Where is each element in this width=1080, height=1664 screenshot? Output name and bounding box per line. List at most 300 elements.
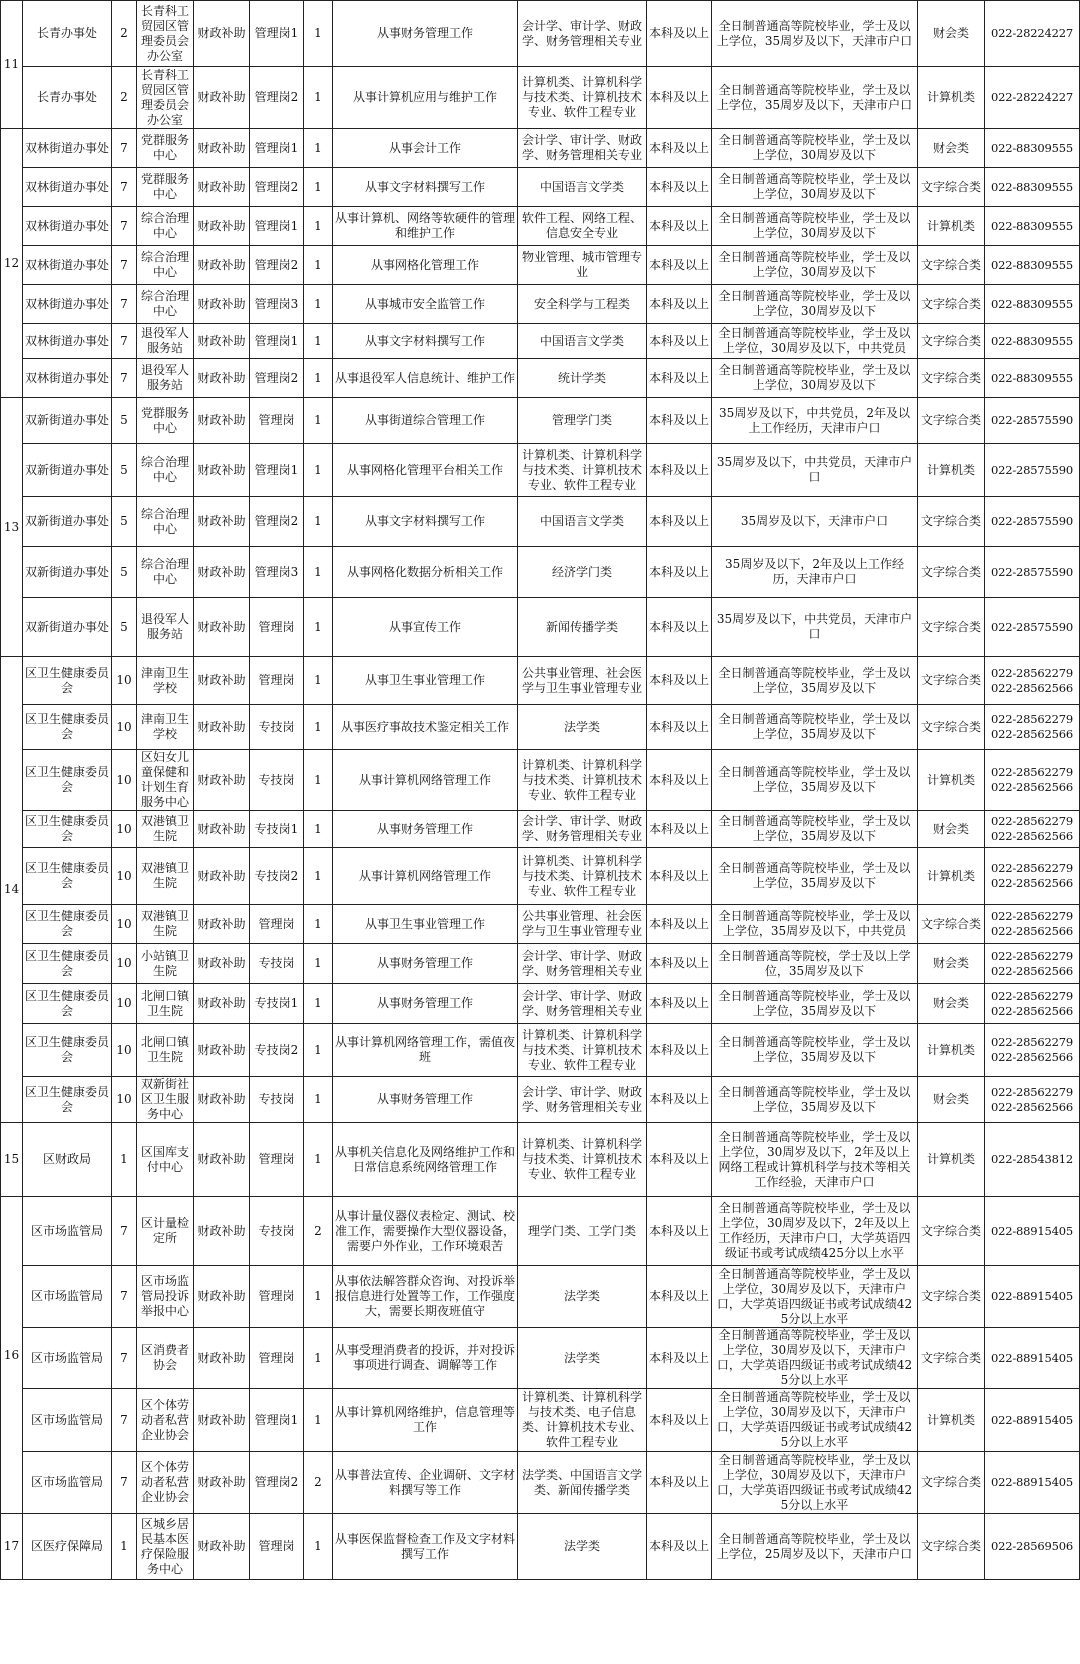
cell-dept: 区市场监管局 bbox=[23, 1452, 112, 1514]
cell-edu: 本科及以上 bbox=[647, 1, 712, 67]
cell-duty: 从事计算机网络管理工作 bbox=[333, 750, 518, 811]
cell-exam: 文字综合类 bbox=[918, 1452, 985, 1514]
cell-exam: 计算机类 bbox=[918, 1123, 985, 1197]
cell-edu: 本科及以上 bbox=[647, 207, 712, 246]
cell-major: 会计学、审计学、财政学、财务管理相关专业 bbox=[518, 984, 647, 1024]
table-body bbox=[1, 1, 1080, 1580]
cell-other: 全日制普通高等院校，学士及以上学位，35周岁及以下 bbox=[712, 944, 918, 984]
cell-edu: 本科及以上 bbox=[647, 750, 712, 811]
cell-other: 全日制普通高等院校毕业，学士及以上学位，25周岁及以下，天津市户口 bbox=[712, 1514, 918, 1580]
cell-fund: 财政补助 bbox=[194, 1389, 250, 1452]
cell-other: 35周岁及以下，中共党员，天津市户口 bbox=[712, 444, 918, 497]
cell-post: 管理岗2 bbox=[250, 497, 304, 547]
cell-tel: 022-28224227 bbox=[985, 67, 1080, 129]
cell-unit: 综合治理中心 bbox=[137, 444, 194, 497]
cell-edu: 本科及以上 bbox=[647, 398, 712, 444]
cell-other: 全日制普通高等院校毕业，学士及以上学位，30周岁及以下，天津市户口，大学英语四级证书或考试成绩425分以上水平 bbox=[712, 1328, 918, 1389]
table-row bbox=[1, 444, 1080, 497]
cell-total: 7 bbox=[112, 359, 137, 398]
cell-post: 管理岗 bbox=[250, 1266, 304, 1328]
table-row bbox=[1, 246, 1080, 285]
cell-num: 1 bbox=[304, 444, 333, 497]
cell-duty: 从事财务管理工作 bbox=[333, 984, 518, 1024]
cell-num: 1 bbox=[304, 324, 333, 359]
cell-tel: 022-88309555 bbox=[985, 168, 1080, 207]
cell-major: 中国语言文学类 bbox=[518, 497, 647, 547]
cell-edu: 本科及以上 bbox=[647, 811, 712, 848]
cell-unit: 综合治理中心 bbox=[137, 497, 194, 547]
cell-exam: 计算机类 bbox=[918, 750, 985, 811]
cell-tel: 022-28562279 022-28562566 bbox=[985, 944, 1080, 984]
cell-major: 法学类 bbox=[518, 1266, 647, 1328]
cell-total: 7 bbox=[112, 324, 137, 359]
cell-dept: 双新街道办事处 bbox=[23, 398, 112, 444]
table-row bbox=[1, 1266, 1080, 1328]
cell-dept: 双新街道办事处 bbox=[23, 444, 112, 497]
cell-dept: 双林街道办事处 bbox=[23, 207, 112, 246]
cell-unit: 区消费者协会 bbox=[137, 1328, 194, 1389]
cell-dept: 区卫生健康委员会 bbox=[23, 984, 112, 1024]
table-row bbox=[1, 657, 1080, 705]
cell-post: 专技岗1 bbox=[250, 811, 304, 848]
cell-dept: 双林街道办事处 bbox=[23, 285, 112, 324]
cell-num: 1 bbox=[304, 811, 333, 848]
cell-exam: 文字综合类 bbox=[918, 398, 985, 444]
cell-num: 1 bbox=[304, 1389, 333, 1452]
cell-post: 管理岗1 bbox=[250, 207, 304, 246]
cell-tel: 022-28562279 022-28562566 bbox=[985, 657, 1080, 705]
table-row bbox=[1, 1024, 1080, 1077]
cell-total: 7 bbox=[112, 168, 137, 207]
cell-other: 全日制普通高等院校毕业，学士及以上学位，35周岁及以下 bbox=[712, 1024, 918, 1077]
cell-duty: 从事财务管理工作 bbox=[333, 944, 518, 984]
table-row bbox=[1, 1328, 1080, 1389]
cell-other: 全日制普通高等院校毕业，学士及以上学位，35周岁及以下 bbox=[712, 1077, 918, 1123]
cell-exam: 计算机类 bbox=[918, 1024, 985, 1077]
cell-fund: 财政补助 bbox=[194, 1266, 250, 1328]
cell-tel: 022-28562279 022-28562566 bbox=[985, 705, 1080, 750]
cell-other: 全日制普通高等院校毕业，学士及以上学位，35周岁及以下 bbox=[712, 848, 918, 905]
cell-tel: 022-28575590 bbox=[985, 444, 1080, 497]
cell-fund: 财政补助 bbox=[194, 129, 250, 168]
cell-fund: 财政补助 bbox=[194, 324, 250, 359]
cell-dept: 区医疗保障局 bbox=[23, 1514, 112, 1580]
cell-fund: 财政补助 bbox=[194, 905, 250, 944]
cell-edu: 本科及以上 bbox=[647, 848, 712, 905]
cell-exam: 文字综合类 bbox=[918, 168, 985, 207]
cell-exam: 文字综合类 bbox=[918, 497, 985, 547]
cell-num: 1 bbox=[304, 359, 333, 398]
cell-fund: 财政补助 bbox=[194, 1024, 250, 1077]
cell-other: 全日制普通高等院校毕业，学士及以上学位，35周岁及以下，天津市户口 bbox=[712, 1, 918, 67]
cell-tel: 022-88915405 bbox=[985, 1389, 1080, 1452]
cell-major: 计算机类、计算机科学与技术类、计算机技术专业、软件工程专业 bbox=[518, 67, 647, 129]
cell-seq: 16 bbox=[1, 1197, 23, 1514]
cell-other: 35周岁及以下，中共党员，2年及以上工作经历，天津市户口 bbox=[712, 398, 918, 444]
cell-tel: 022-28562279 022-28562566 bbox=[985, 984, 1080, 1024]
cell-edu: 本科及以上 bbox=[647, 168, 712, 207]
cell-post: 管理岗 bbox=[250, 1123, 304, 1197]
table-row bbox=[1, 1123, 1080, 1197]
cell-total: 5 bbox=[112, 398, 137, 444]
cell-major: 会计学、审计学、财政学、财务管理相关专业 bbox=[518, 1077, 647, 1123]
cell-other: 全日制普通高等院校毕业，学士及以上学位，30周岁及以下，天津市户口，大学英语四级证书或考试成绩425分以上水平 bbox=[712, 1452, 918, 1514]
cell-tel: 022-28562279 022-28562566 bbox=[985, 1077, 1080, 1123]
cell-unit: 综合治理中心 bbox=[137, 285, 194, 324]
cell-tel: 022-88309555 bbox=[985, 246, 1080, 285]
cell-fund: 财政补助 bbox=[194, 207, 250, 246]
cell-major: 计算机类、计算机科学与技术类、计算机技术专业、软件工程专业 bbox=[518, 1123, 647, 1197]
cell-exam: 文字综合类 bbox=[918, 1328, 985, 1389]
cell-dept: 区卫生健康委员会 bbox=[23, 811, 112, 848]
cell-other: 全日制普通高等院校毕业，学士及以上学位，30周岁及以下 bbox=[712, 359, 918, 398]
cell-total: 10 bbox=[112, 1024, 137, 1077]
cell-fund: 财政补助 bbox=[194, 1328, 250, 1389]
cell-major: 理学门类、工学门类 bbox=[518, 1197, 647, 1266]
cell-dept: 双新街道办事处 bbox=[23, 497, 112, 547]
cell-unit: 双新街社区卫生服务中心 bbox=[137, 1077, 194, 1123]
cell-total: 7 bbox=[112, 207, 137, 246]
cell-other: 全日制普通高等院校毕业，学士及以上学位，30周岁及以下，天津市户口，大学英语四级证书或考试成绩425分以上水平 bbox=[712, 1389, 918, 1452]
cell-edu: 本科及以上 bbox=[647, 1123, 712, 1197]
cell-num: 1 bbox=[304, 1024, 333, 1077]
cell-seq: 17 bbox=[1, 1514, 23, 1580]
cell-other: 全日制普通高等院校毕业，学士及以上学位，35周岁及以下 bbox=[712, 657, 918, 705]
cell-num: 2 bbox=[304, 1452, 333, 1514]
cell-tel: 022-28562279 022-28562566 bbox=[985, 848, 1080, 905]
cell-dept: 双林街道办事处 bbox=[23, 246, 112, 285]
cell-post: 管理岗2 bbox=[250, 359, 304, 398]
cell-major: 计算机类、计算机科学与技术类、计算机技术专业、软件工程专业 bbox=[518, 848, 647, 905]
cell-dept: 区卫生健康委员会 bbox=[23, 1077, 112, 1123]
cell-fund: 财政补助 bbox=[194, 67, 250, 129]
cell-duty: 从事受理消费者的投诉，并对投诉事项进行调查、调解等工作 bbox=[333, 1328, 518, 1389]
cell-total: 10 bbox=[112, 905, 137, 944]
cell-other: 全日制普通高等院校毕业，学士及以上学位，30周岁及以下 bbox=[712, 246, 918, 285]
cell-num: 1 bbox=[304, 1, 333, 67]
cell-dept: 区卫生健康委员会 bbox=[23, 1024, 112, 1077]
cell-edu: 本科及以上 bbox=[647, 705, 712, 750]
cell-duty: 从事文字材料撰写工作 bbox=[333, 324, 518, 359]
cell-tel: 022-88915405 bbox=[985, 1197, 1080, 1266]
table-row bbox=[1, 497, 1080, 547]
cell-edu: 本科及以上 bbox=[647, 1514, 712, 1580]
cell-unit: 区个体劳动者私营企业协会 bbox=[137, 1452, 194, 1514]
cell-major: 计算机类、计算机科学与技术类、电子信息类、计算机技术专业、软件工程专业 bbox=[518, 1389, 647, 1452]
cell-total: 10 bbox=[112, 811, 137, 848]
cell-unit: 小站镇卫生院 bbox=[137, 944, 194, 984]
cell-duty: 从事计量仪器仪表检定、测试、校准工作，需要操作大型仪器设备，需要户外作业，工作环境艰苦 bbox=[333, 1197, 518, 1266]
cell-total: 10 bbox=[112, 984, 137, 1024]
cell-exam: 财会类 bbox=[918, 1077, 985, 1123]
cell-fund: 财政补助 bbox=[194, 1123, 250, 1197]
cell-num: 1 bbox=[304, 168, 333, 207]
cell-other: 全日制普通高等院校毕业，学士及以上学位，30周岁及以下，天津市户口，大学英语四级证书或考试成绩425分以上水平 bbox=[712, 1266, 918, 1328]
cell-exam: 文字综合类 bbox=[918, 324, 985, 359]
cell-post: 管理岗2 bbox=[250, 1452, 304, 1514]
cell-edu: 本科及以上 bbox=[647, 547, 712, 598]
cell-post: 专技岗2 bbox=[250, 1024, 304, 1077]
cell-post: 管理岗1 bbox=[250, 1, 304, 67]
cell-total: 10 bbox=[112, 705, 137, 750]
cell-unit: 综合治理中心 bbox=[137, 207, 194, 246]
cell-fund: 财政补助 bbox=[194, 444, 250, 497]
cell-tel: 022-28575590 bbox=[985, 398, 1080, 444]
cell-major: 法学类 bbox=[518, 1328, 647, 1389]
table-row bbox=[1, 1452, 1080, 1514]
cell-unit: 退役军人服务站 bbox=[137, 359, 194, 398]
cell-fund: 财政补助 bbox=[194, 705, 250, 750]
table-row bbox=[1, 1, 1080, 67]
cell-post: 专技岗 bbox=[250, 1197, 304, 1266]
cell-post: 管理岗 bbox=[250, 598, 304, 657]
cell-duty: 从事计算机网络维护，信息管理等工作 bbox=[333, 1389, 518, 1452]
table-row bbox=[1, 1077, 1080, 1123]
cell-fund: 财政补助 bbox=[194, 598, 250, 657]
cell-post: 管理岗 bbox=[250, 905, 304, 944]
cell-num: 1 bbox=[304, 905, 333, 944]
table-row bbox=[1, 750, 1080, 811]
cell-unit: 双港镇卫生院 bbox=[137, 811, 194, 848]
cell-tel: 022-88309555 bbox=[985, 359, 1080, 398]
cell-fund: 财政补助 bbox=[194, 984, 250, 1024]
cell-total: 7 bbox=[112, 129, 137, 168]
cell-fund: 财政补助 bbox=[194, 285, 250, 324]
cell-other: 全日制普通高等院校毕业，学士及以上学位，35周岁及以下 bbox=[712, 705, 918, 750]
cell-num: 1 bbox=[304, 1328, 333, 1389]
cell-major: 统计学类 bbox=[518, 359, 647, 398]
cell-major: 计算机类、计算机科学与技术类、计算机技术专业、软件工程专业 bbox=[518, 444, 647, 497]
cell-unit: 区国库支付中心 bbox=[137, 1123, 194, 1197]
table-row bbox=[1, 324, 1080, 359]
cell-duty: 从事计算机应用与维护工作 bbox=[333, 67, 518, 129]
cell-total: 7 bbox=[112, 1328, 137, 1389]
cell-fund: 财政补助 bbox=[194, 359, 250, 398]
cell-num: 1 bbox=[304, 984, 333, 1024]
cell-major: 新闻传播学类 bbox=[518, 598, 647, 657]
cell-fund: 财政补助 bbox=[194, 1, 250, 67]
cell-total: 5 bbox=[112, 444, 137, 497]
cell-dept: 区卫生健康委员会 bbox=[23, 750, 112, 811]
cell-exam: 文字综合类 bbox=[918, 905, 985, 944]
cell-exam: 文字综合类 bbox=[918, 246, 985, 285]
cell-total: 7 bbox=[112, 1389, 137, 1452]
cell-edu: 本科及以上 bbox=[647, 984, 712, 1024]
cell-exam: 文字综合类 bbox=[918, 1197, 985, 1266]
cell-other: 全日制普通高等院校毕业，学士及以上学位，30周岁及以下 bbox=[712, 207, 918, 246]
cell-exam: 财会类 bbox=[918, 129, 985, 168]
cell-fund: 财政补助 bbox=[194, 1452, 250, 1514]
cell-fund: 财政补助 bbox=[194, 944, 250, 984]
cell-major: 会计学、审计学、财政学、财务管理相关专业 bbox=[518, 1, 647, 67]
cell-exam: 文字综合类 bbox=[918, 1266, 985, 1328]
cell-major: 软件工程、网络工程、信息安全专业 bbox=[518, 207, 647, 246]
cell-duty: 从事计算机、网络等软硬件的管理和维护工作 bbox=[333, 207, 518, 246]
cell-unit: 津南卫生学校 bbox=[137, 657, 194, 705]
cell-unit: 区市场监管局投诉举报中心 bbox=[137, 1266, 194, 1328]
cell-tel: 022-28562279 022-28562566 bbox=[985, 1024, 1080, 1077]
cell-num: 1 bbox=[304, 398, 333, 444]
cell-other: 35周岁及以下，中共党员，天津市户口 bbox=[712, 598, 918, 657]
table-row bbox=[1, 705, 1080, 750]
cell-major: 经济学门类 bbox=[518, 547, 647, 598]
cell-exam: 财会类 bbox=[918, 984, 985, 1024]
cell-seq: 13 bbox=[1, 398, 23, 657]
cell-edu: 本科及以上 bbox=[647, 1452, 712, 1514]
cell-total: 7 bbox=[112, 1266, 137, 1328]
cell-total: 7 bbox=[112, 1452, 137, 1514]
cell-edu: 本科及以上 bbox=[647, 67, 712, 129]
cell-unit: 区计量检定所 bbox=[137, 1197, 194, 1266]
table-row bbox=[1, 67, 1080, 129]
cell-exam: 计算机类 bbox=[918, 67, 985, 129]
table-row bbox=[1, 1197, 1080, 1266]
cell-tel: 022-88915405 bbox=[985, 1452, 1080, 1514]
cell-exam: 计算机类 bbox=[918, 207, 985, 246]
cell-num: 1 bbox=[304, 705, 333, 750]
cell-duty: 从事机关信息化及网络维护工作和日常信息系统网络管理工作 bbox=[333, 1123, 518, 1197]
cell-dept: 区市场监管局 bbox=[23, 1266, 112, 1328]
cell-dept: 双新街道办事处 bbox=[23, 598, 112, 657]
cell-fund: 财政补助 bbox=[194, 398, 250, 444]
cell-seq: 14 bbox=[1, 657, 23, 1123]
cell-tel: 022-28543812 bbox=[985, 1123, 1080, 1197]
cell-post: 管理岗2 bbox=[250, 246, 304, 285]
table-row bbox=[1, 984, 1080, 1024]
cell-post: 管理岗3 bbox=[250, 285, 304, 324]
cell-dept: 区卫生健康委员会 bbox=[23, 944, 112, 984]
cell-duty: 从事卫生事业管理工作 bbox=[333, 905, 518, 944]
cell-duty: 从事依法解答群众咨询、对投诉举报信息进行处置等工作，工作强度大，需要长期夜班值守 bbox=[333, 1266, 518, 1328]
cell-duty: 从事文字材料撰写工作 bbox=[333, 497, 518, 547]
cell-num: 1 bbox=[304, 246, 333, 285]
cell-exam: 文字综合类 bbox=[918, 657, 985, 705]
cell-major: 管理学门类 bbox=[518, 398, 647, 444]
table-row bbox=[1, 359, 1080, 398]
cell-edu: 本科及以上 bbox=[647, 497, 712, 547]
cell-duty: 从事财务管理工作 bbox=[333, 1077, 518, 1123]
cell-other: 全日制普通高等院校毕业，学士及以上学位，30周岁及以下 bbox=[712, 168, 918, 207]
table-row bbox=[1, 944, 1080, 984]
cell-tel: 022-88915405 bbox=[985, 1266, 1080, 1328]
cell-tel: 022-28562279 022-28562566 bbox=[985, 750, 1080, 811]
cell-unit: 北闸口镇卫生院 bbox=[137, 984, 194, 1024]
cell-fund: 财政补助 bbox=[194, 848, 250, 905]
cell-num: 1 bbox=[304, 67, 333, 129]
cell-post: 管理岗 bbox=[250, 398, 304, 444]
cell-total: 10 bbox=[112, 1077, 137, 1123]
table-row bbox=[1, 207, 1080, 246]
cell-unit: 北闸口镇卫生院 bbox=[137, 1024, 194, 1077]
cell-dept: 区市场监管局 bbox=[23, 1197, 112, 1266]
table-row bbox=[1, 1389, 1080, 1452]
cell-total: 10 bbox=[112, 944, 137, 984]
cell-dept: 区市场监管局 bbox=[23, 1328, 112, 1389]
cell-major: 会计学、审计学、财政学、财务管理相关专业 bbox=[518, 129, 647, 168]
cell-edu: 本科及以上 bbox=[647, 944, 712, 984]
cell-duty: 从事网格化管理平台相关工作 bbox=[333, 444, 518, 497]
cell-major: 公共事业管理、社会医学与卫生事业管理专业 bbox=[518, 905, 647, 944]
cell-total: 7 bbox=[112, 1197, 137, 1266]
table-row bbox=[1, 547, 1080, 598]
cell-other: 全日制普通高等院校毕业，学士及以上学位，30周岁及以下 bbox=[712, 129, 918, 168]
cell-exam: 财会类 bbox=[918, 1, 985, 67]
cell-tel: 022-28575590 bbox=[985, 547, 1080, 598]
cell-total: 5 bbox=[112, 497, 137, 547]
table-row bbox=[1, 811, 1080, 848]
cell-duty: 从事街道综合管理工作 bbox=[333, 398, 518, 444]
cell-total: 5 bbox=[112, 598, 137, 657]
cell-other: 全日制普通高等院校毕业，学士及以上学位，35周岁及以下 bbox=[712, 984, 918, 1024]
cell-num: 1 bbox=[304, 1266, 333, 1328]
cell-fund: 财政补助 bbox=[194, 1514, 250, 1580]
cell-tel: 022-28569506 bbox=[985, 1514, 1080, 1580]
cell-seq: 11 bbox=[1, 1, 23, 129]
cell-tel: 022-88915405 bbox=[985, 1328, 1080, 1389]
cell-tel: 022-88309555 bbox=[985, 207, 1080, 246]
cell-post: 专技岗 bbox=[250, 750, 304, 811]
cell-num: 1 bbox=[304, 657, 333, 705]
cell-unit: 综合治理中心 bbox=[137, 246, 194, 285]
cell-edu: 本科及以上 bbox=[647, 1077, 712, 1123]
cell-unit: 党群服务中心 bbox=[137, 168, 194, 207]
cell-post: 管理岗 bbox=[250, 1514, 304, 1580]
cell-post: 管理岗2 bbox=[250, 168, 304, 207]
cell-unit: 综合治理中心 bbox=[137, 547, 194, 598]
cell-post: 专技岗 bbox=[250, 1077, 304, 1123]
cell-duty: 从事文字材料撰写工作 bbox=[333, 168, 518, 207]
cell-other: 全日制普通高等院校毕业，学士及以上学位，35周岁及以下 bbox=[712, 750, 918, 811]
cell-num: 1 bbox=[304, 750, 333, 811]
cell-exam: 计算机类 bbox=[918, 1389, 985, 1452]
cell-unit: 区妇女儿童保健和计划生育服务中心 bbox=[137, 750, 194, 811]
cell-tel: 022-88309555 bbox=[985, 129, 1080, 168]
cell-dept: 双林街道办事处 bbox=[23, 129, 112, 168]
cell-exam: 财会类 bbox=[918, 944, 985, 984]
cell-duty: 从事普法宣传、企业调研、文字材料撰写等工作 bbox=[333, 1452, 518, 1514]
cell-num: 1 bbox=[304, 285, 333, 324]
cell-total: 10 bbox=[112, 750, 137, 811]
cell-other: 35周岁及以下，2年及以上工作经历，天津市户口 bbox=[712, 547, 918, 598]
cell-seq: 15 bbox=[1, 1123, 23, 1197]
cell-edu: 本科及以上 bbox=[647, 905, 712, 944]
cell-duty: 从事城市安全监管工作 bbox=[333, 285, 518, 324]
cell-exam: 财会类 bbox=[918, 811, 985, 848]
cell-exam: 文字综合类 bbox=[918, 705, 985, 750]
cell-edu: 本科及以上 bbox=[647, 598, 712, 657]
cell-fund: 财政补助 bbox=[194, 168, 250, 207]
cell-tel: 022-88309555 bbox=[985, 285, 1080, 324]
cell-num: 1 bbox=[304, 598, 333, 657]
cell-exam: 文字综合类 bbox=[918, 1514, 985, 1580]
cell-tel: 022-28575590 bbox=[985, 598, 1080, 657]
cell-dept: 双林街道办事处 bbox=[23, 168, 112, 207]
cell-duty: 从事医保监督检查工作及文字材料撰写工作 bbox=[333, 1514, 518, 1580]
cell-edu: 本科及以上 bbox=[647, 285, 712, 324]
cell-major: 会计学、审计学、财政学、财务管理相关专业 bbox=[518, 944, 647, 984]
cell-post: 专技岗 bbox=[250, 705, 304, 750]
cell-post: 管理岗2 bbox=[250, 67, 304, 129]
cell-seq: 12 bbox=[1, 129, 23, 398]
table-row bbox=[1, 848, 1080, 905]
cell-other: 全日制普通高等院校毕业，学士及以上学位，30周岁及以下，中共党员 bbox=[712, 324, 918, 359]
cell-edu: 本科及以上 bbox=[647, 1328, 712, 1389]
cell-dept: 区卫生健康委员会 bbox=[23, 905, 112, 944]
cell-unit: 区城乡居民基本医疗保险服务中心 bbox=[137, 1514, 194, 1580]
cell-dept: 双新街道办事处 bbox=[23, 547, 112, 598]
cell-other: 35周岁及以下，天津市户口 bbox=[712, 497, 918, 547]
cell-fund: 财政补助 bbox=[194, 497, 250, 547]
